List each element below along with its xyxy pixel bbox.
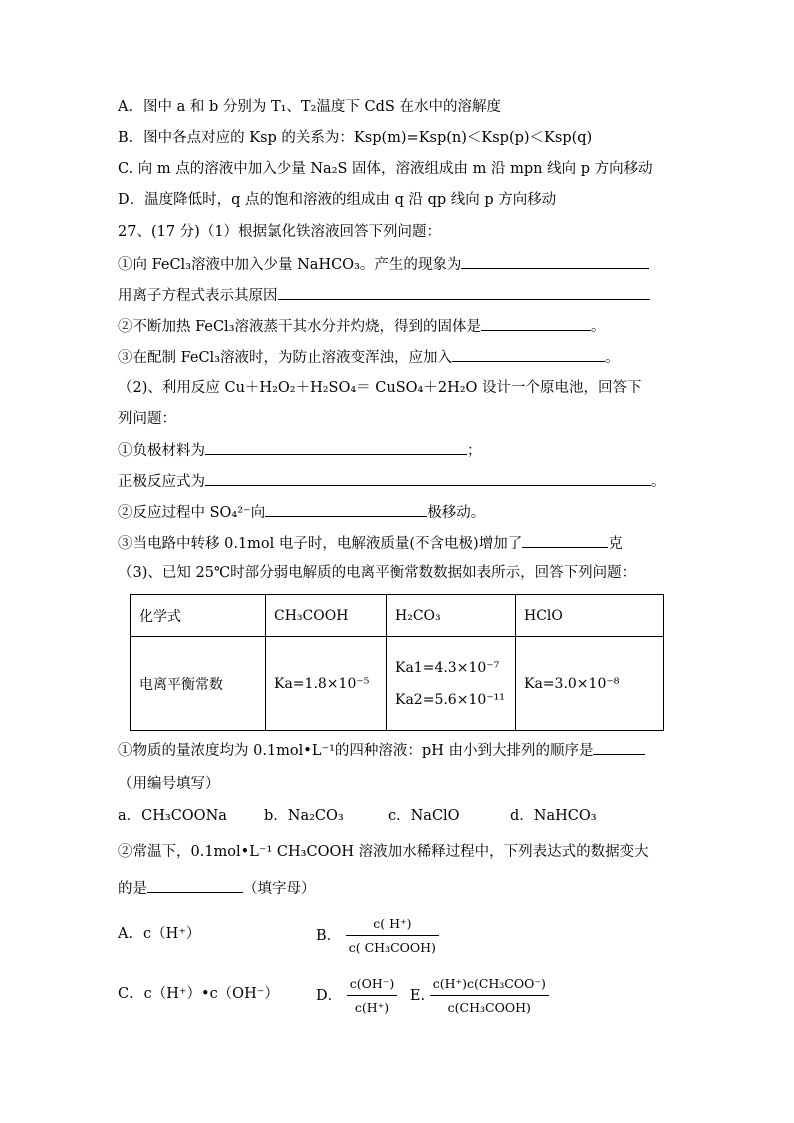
answer-b: B． $\frac{c( H^+)}{\text{c( CH₃COOH)}}$	[316, 914, 439, 958]
table-header-cell: H₂CO₃	[387, 595, 516, 637]
answer-blank[interactable]	[522, 533, 608, 548]
table-cell	[387, 637, 516, 731]
table-header-cell: CH₃COOH	[266, 595, 387, 637]
answer-blank[interactable]	[593, 740, 645, 755]
q27-3-1b: （用编号填写）	[118, 776, 220, 792]
option-a: A．图中 a 和 b 分别为 T₁、T₂温度下 CdS 在水中的溶解度	[118, 99, 501, 115]
q27-2-1: ①负极材料为 ；	[118, 440, 482, 461]
ka2-value: Ka2=5.6×10⁻¹¹	[395, 691, 505, 708]
answer-blank[interactable]	[265, 502, 427, 517]
table-header-cell: HClO	[516, 595, 664, 637]
q27-3-2: ②常温下，0.1mol•L⁻¹ CH₃COOH 溶液加水稀释过程中，下列表达式的数据变大	[118, 844, 649, 860]
table-cell: 电离平衡常数	[131, 637, 266, 731]
table-cell: Ka=3.0×10⁻⁸	[516, 637, 664, 731]
answer-blank[interactable]	[452, 347, 605, 362]
q27-2-4: ③当电路中转移 0.1mol 电子时，电解液质量(不含电极)增加了 克	[118, 533, 623, 554]
ionization-constant-table	[130, 594, 664, 731]
option-d: D．温度降低时，q 点的饱和溶液的组成由 q 沿 qp 线向 p 方向移动	[118, 192, 557, 208]
answer-blank[interactable]	[205, 471, 651, 486]
q27-2-head: （2)、利用反应 Cu＋H₂O₂＋H₂SO₄＝ CuSO₄＋2H₂O 设计一个原电池，回答下	[118, 380, 642, 396]
fraction-b: $\frac{c( H^+)}{\text{c( CH₃COOH)}}$	[346, 914, 439, 958]
q27-2-3: ②反应过程中 SO₄²⁻向 极移动。	[118, 502, 485, 523]
fraction-d: $\frac{c(OH^-)}{c(H^+)}$	[347, 974, 398, 1018]
answer-blank[interactable]	[278, 285, 650, 300]
choice-b: b．Na₂CO₃	[264, 808, 344, 824]
choice-row	[118, 806, 597, 826]
table-cell: Ka=1.8×10⁻⁵	[266, 637, 387, 731]
choice-c: c．NaClO	[388, 808, 460, 824]
fraction-e: $\frac{\text{c(H⁺)c(CH₃COO⁻)}}{\text{c(CH₃COOH)}}$	[430, 974, 549, 1018]
choice-a: a．CH₃COONa	[118, 808, 227, 824]
option-b: B．图中各点对应的 Ksp 的关系为：Ksp(m)=Ksp(n)＜Ksp(p)＜Ksp(q)	[118, 130, 593, 146]
q27-2-2: 正极反应式为 。	[118, 471, 666, 492]
choice-d: d．NaHCO₃	[510, 808, 597, 824]
answer-blank[interactable]	[205, 440, 467, 455]
answer-d-e: D． $\frac{c(OH^-)}{c(H^+)}$ E. $\frac{\text{c(H⁺)c(CH₃COO⁻)}}{\text{c(CH₃COOH)}}$	[316, 974, 549, 1018]
table-header-cell: 化学式	[131, 595, 266, 637]
option-c: C. 向 m 点的溶液中加入少量 Na₂S 固体，溶液组成由 m 沿 mpn 线向 p 方向移动	[118, 161, 653, 177]
q27-3-2b: 的是 （填字母）	[118, 878, 316, 899]
q27-header: 27、(17 分)（1）根据氯化铁溶液回答下列问题：	[118, 224, 442, 240]
answer-blank[interactable]	[461, 254, 649, 269]
q27-2-head2: 列问题：	[118, 411, 176, 427]
answer-c: C．c（H⁺）•c（OH⁻）	[118, 986, 279, 1002]
q27-3-1: ①物质的量浓度均为 0.1mol•L⁻¹的四种溶液：pH 由小到大排列的顺序是	[118, 740, 645, 761]
q27-1-1: ①向 FeCl₃溶液中加入少量 NaHCO₃。产生的现象为	[118, 254, 649, 275]
q27-1-3: ②不断加热 FeCl₃溶液蒸干其水分并灼烧，得到的固体是 。	[118, 316, 606, 337]
answer-blank[interactable]	[481, 316, 591, 331]
answer-a: A．c（H⁺）	[118, 926, 201, 942]
answer-blank[interactable]	[147, 878, 243, 893]
q27-3-head: （3)、已知 25℃时部分弱电解质的电离平衡常数数据如表所示，回答下列问题：	[118, 565, 637, 581]
q27-1-4: ③在配制 FeCl₃溶液时，为防止溶液变浑浊，应加入 。	[118, 347, 620, 368]
q27-1-2: 用离子方程式表示其原因	[118, 285, 650, 306]
ka1-value: Ka1=4.3×10⁻⁷	[395, 659, 500, 676]
